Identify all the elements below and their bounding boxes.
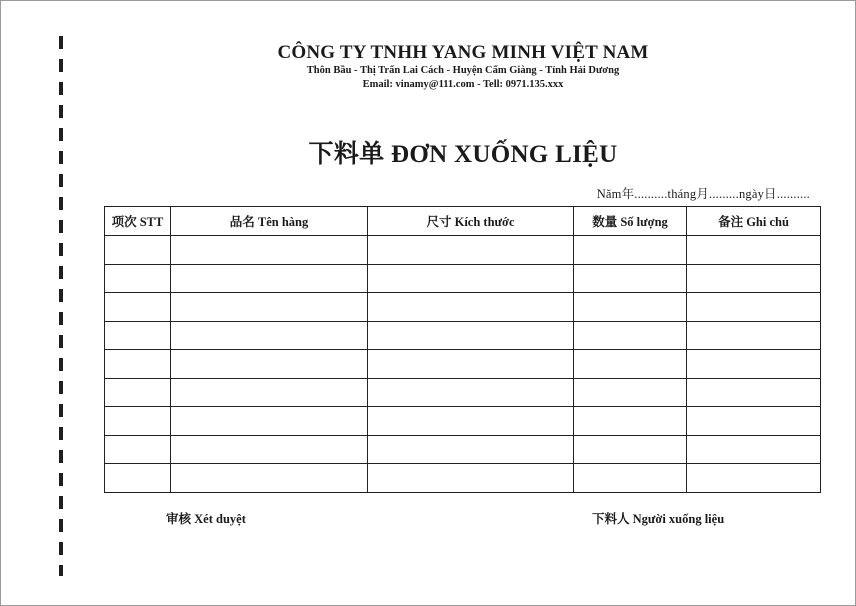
cell-stt — [105, 236, 171, 265]
cell-name — [171, 350, 368, 379]
table-row — [105, 321, 821, 350]
cell-note — [687, 435, 821, 464]
cell-stt — [105, 378, 171, 407]
cell-name — [171, 236, 368, 265]
material-table — [104, 206, 821, 493]
cell-name — [171, 464, 368, 493]
column-header-quantity: 数量 Số lượng — [574, 207, 687, 236]
table-row — [105, 264, 821, 293]
cell-stt — [105, 264, 171, 293]
cell-size — [368, 350, 574, 379]
cell-name — [171, 293, 368, 322]
column-header-note: 备注 Ghi chú — [687, 207, 821, 236]
cell-note — [687, 407, 821, 436]
company-name: CÔNG TY TNHH YANG MINH VIỆT NAM — [277, 42, 649, 63]
cell-stt — [105, 321, 171, 350]
company-contact: Email: vinamy@111.com - Tell: 0971.135.xxx — [362, 79, 564, 90]
cell-stt — [105, 435, 171, 464]
cell-quantity — [574, 378, 687, 407]
cell-name — [171, 378, 368, 407]
column-header-name: 品名 Tên hàng — [171, 207, 368, 236]
table-row — [105, 350, 821, 379]
cell-size — [368, 464, 574, 493]
cell-stt — [105, 350, 171, 379]
cell-note — [687, 378, 821, 407]
cell-note — [687, 464, 821, 493]
cell-size — [368, 264, 574, 293]
cell-name — [171, 435, 368, 464]
cell-note — [687, 264, 821, 293]
cell-size — [368, 407, 574, 436]
cell-name — [171, 321, 368, 350]
table-row — [105, 435, 821, 464]
table-row — [105, 293, 821, 322]
cell-size — [368, 321, 574, 350]
company-address: Thôn Bầu - Thị Trấn Lai Cách - Huyện Cẩm Giàng - Tỉnh Hải Dương — [306, 65, 620, 76]
column-header-stt: 项次 STT — [105, 207, 171, 236]
cell-quantity — [574, 293, 687, 322]
cell-quantity — [574, 264, 687, 293]
table-row — [105, 464, 821, 493]
cell-name — [171, 264, 368, 293]
cell-quantity — [574, 407, 687, 436]
cell-stt — [105, 293, 171, 322]
cell-quantity — [574, 236, 687, 265]
cell-note — [687, 293, 821, 322]
table-row — [105, 236, 821, 265]
table-row — [105, 407, 821, 436]
cell-size — [368, 378, 574, 407]
issuer-signature-label: 下料人 Người xuống liệu — [592, 512, 725, 526]
cell-quantity — [574, 321, 687, 350]
cell-size — [368, 236, 574, 265]
cell-quantity — [574, 350, 687, 379]
document-title: 下料单 ĐƠN XUỐNG LIỆU — [308, 141, 618, 168]
table-row — [105, 378, 821, 407]
cell-stt — [105, 464, 171, 493]
cell-stt — [105, 407, 171, 436]
cell-quantity — [574, 464, 687, 493]
table-header-row — [105, 207, 821, 236]
date-line: Năm年..........tháng月.........ngày日.......... — [596, 187, 810, 201]
cell-note — [687, 321, 821, 350]
perforation-line — [59, 36, 63, 576]
cell-note — [687, 350, 821, 379]
cell-size — [368, 293, 574, 322]
cell-size — [368, 435, 574, 464]
cell-note — [687, 236, 821, 265]
column-header-size: 尺寸 Kích thước — [368, 207, 574, 236]
approval-signature-label: 审核 Xét duyệt — [166, 512, 246, 526]
cell-name — [171, 407, 368, 436]
cell-quantity — [574, 435, 687, 464]
company-header — [70, 42, 856, 92]
table-body — [105, 236, 821, 493]
